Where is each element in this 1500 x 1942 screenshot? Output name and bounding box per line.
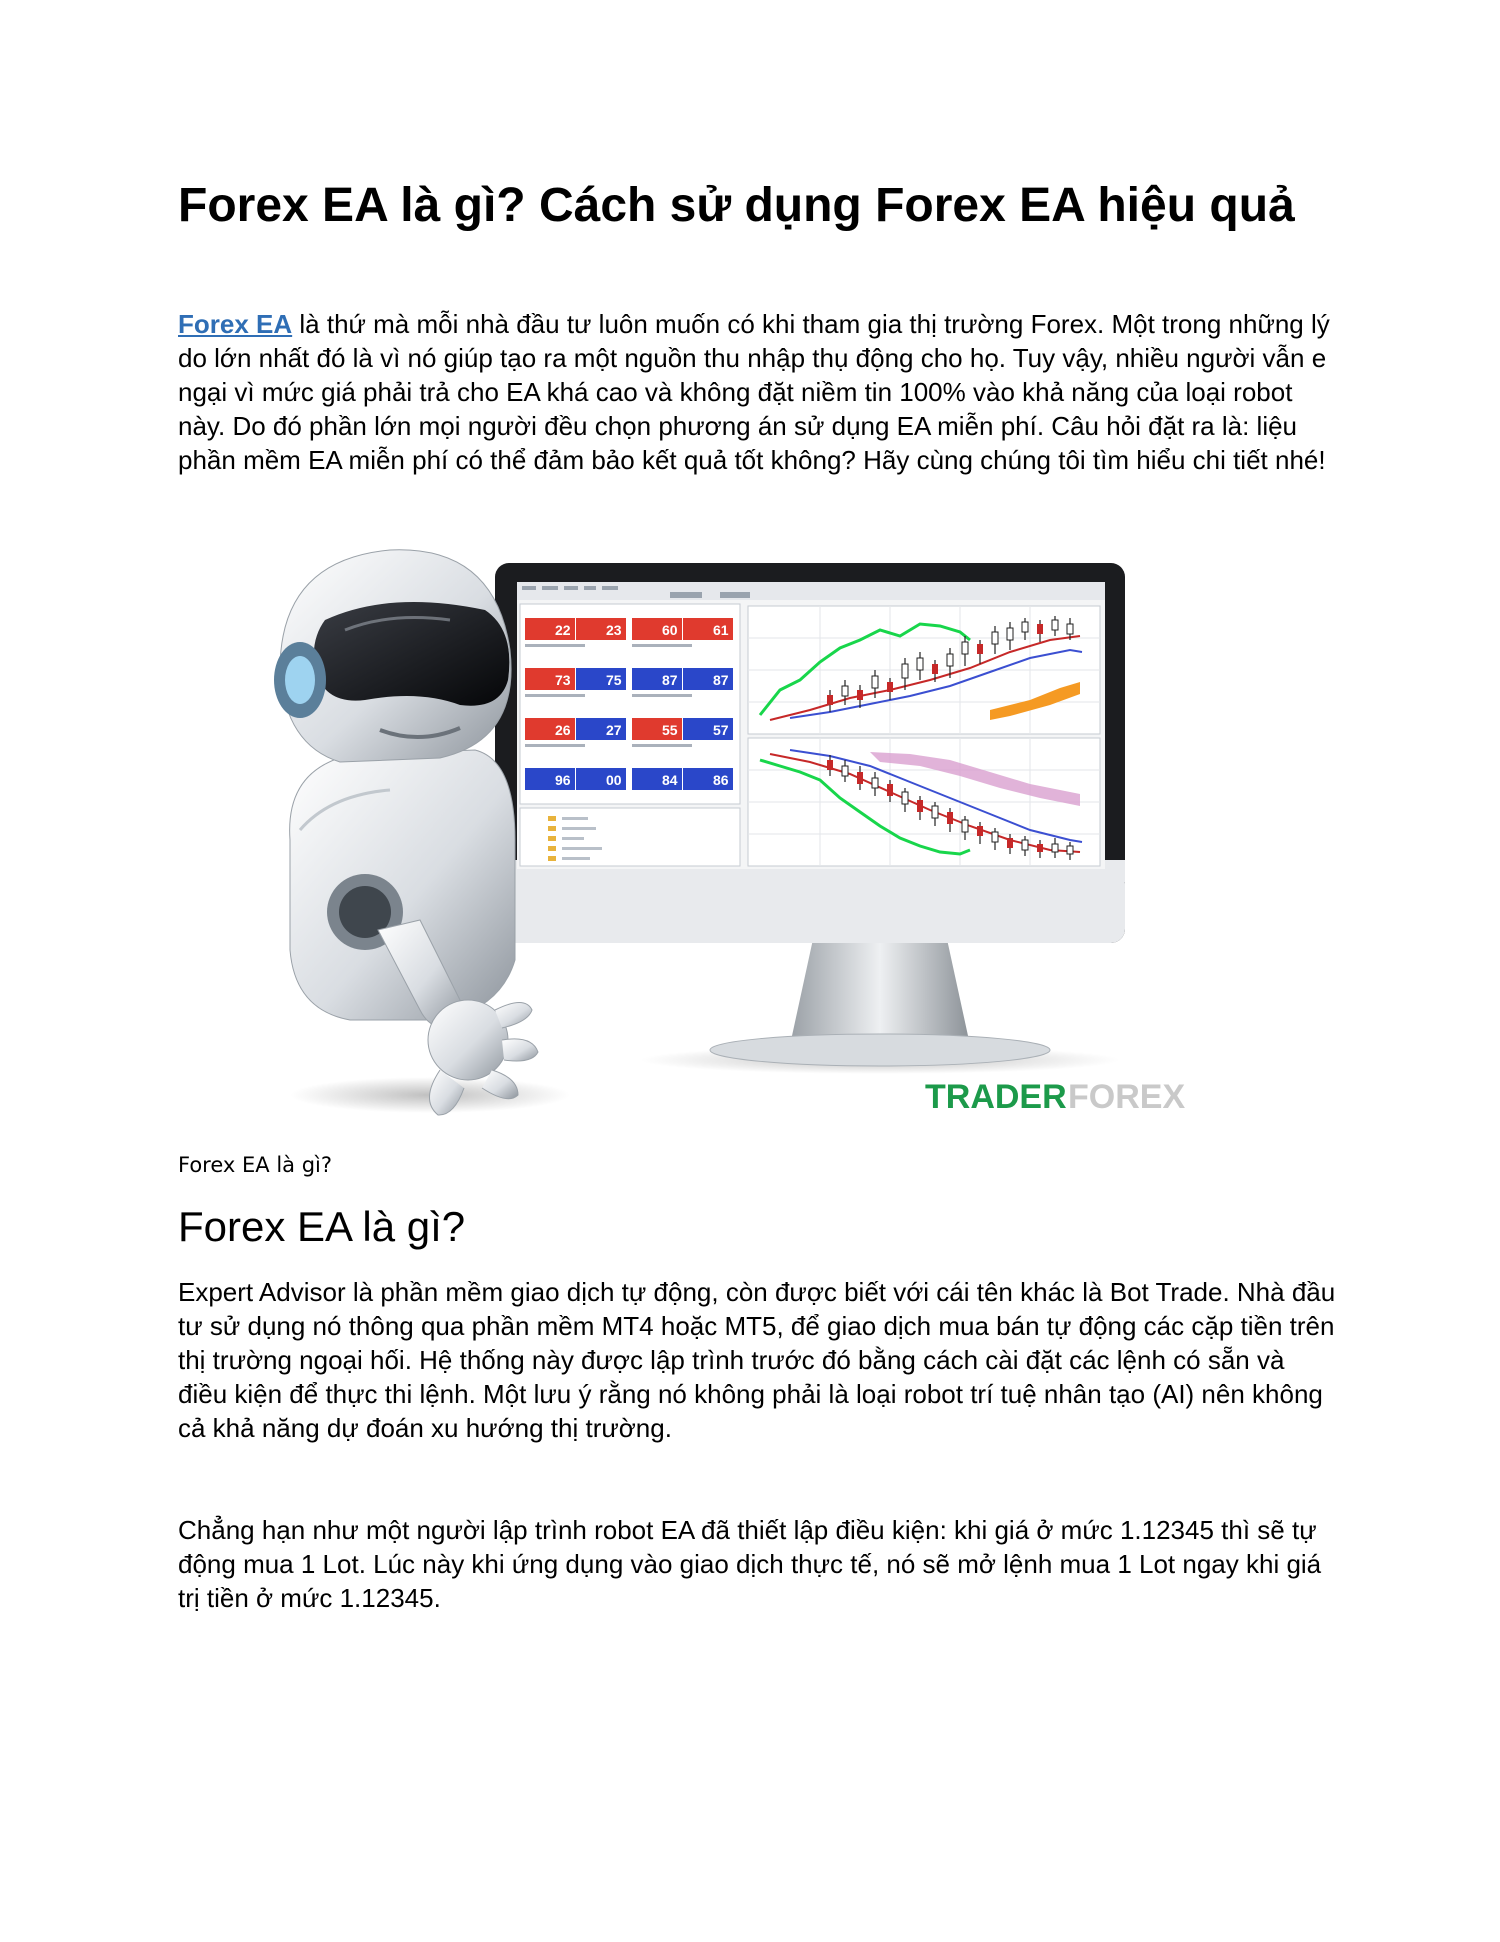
intro-text: là thứ mà mỗi nhà đầu tư luôn muốn có khi tham gia thị trường Forex. Một trong những lý do lớn nhất đó là vì nó giúp tạo ra một nguồn thu nhập thụ động cho họ. Tuy vậy, nhiều người vẫn e ngại vì mức giá phải trả cho EA khá cao và không đặt niềm tin 100% vào khả năng của loại robot này. Do đó phần lớn mọi người đều chọn phương án sử dụng EA miễn phí. Câu hỏi đặt ra là: liệu phần mềm EA miễn phí có thể đảm bảo kết quả tốt không? Hãy cùng chúng tôi tìm hiểu chi tiết nhé! xyxy=(178,309,1330,475)
quote-value: 26 xyxy=(555,722,571,738)
monitor xyxy=(495,563,1125,1074)
quote-value: 60 xyxy=(662,622,678,638)
quote-value: 00 xyxy=(606,772,622,788)
body-paragraph-2: Chẳng hạn như một người lập trình robot EA đã thiết lập điều kiện: khi giá ở mức 1.12345 thì sẽ tự động mua 1 Lot. Lúc này khi ứng dụng vào giao dịch thực tế, nó sẽ mở lệnh mua 1 Lot ngay khi giá trị tiền ở mức 1.12345. xyxy=(178,1515,1322,1613)
logo-trader: TRADER xyxy=(925,1078,1067,1116)
quote-value: 87 xyxy=(662,672,678,688)
quote-value: 55 xyxy=(662,722,678,738)
quote-value: 61 xyxy=(713,622,729,638)
logo-forex: FOREX xyxy=(1068,1078,1186,1116)
figure-caption: Forex EA là gì? xyxy=(178,1153,333,1177)
quote-value: 27 xyxy=(606,722,622,738)
forex-ea-link[interactable]: Forex EA xyxy=(178,309,293,339)
quote-value: 84 xyxy=(662,772,678,788)
traderforex-logo xyxy=(925,1078,1185,1116)
quote-value: 75 xyxy=(606,672,622,688)
quote-value: 23 xyxy=(606,622,622,638)
section-heading: Forex EA là gì? xyxy=(178,1203,466,1250)
body-paragraph-1: Expert Advisor là phần mềm giao dịch tự động, còn được biết với cái tên khác là Bot Trade. Nhà đầu tư sử dụng nó thông qua phần mềm MT4 hoặc MT5, để giao dịch mua bán tự động các cặp tiền trên thị trường ngoại hối. Hệ thống này được lập trình trước đó bằng cách cài đặt các lệnh có sẵn và điều kiện để thực thi lệnh. Một lưu ý rằng nó không phải là loại robot trí tuệ nhân tạo (AI) nên không cả khả năng dự đoán xu hướng thị trường. xyxy=(178,1277,1336,1443)
quote-value: 57 xyxy=(713,722,729,738)
quote-value: 87 xyxy=(713,672,729,688)
intro-paragraph xyxy=(178,307,1338,477)
quote-value: 86 xyxy=(713,772,729,788)
quote-value: 22 xyxy=(555,622,571,638)
article-title: Forex EA là gì? Cách sử dụng Forex EA hiệu quả xyxy=(178,179,1295,232)
forex-robot-illustration xyxy=(270,540,1255,1140)
quote-value: 73 xyxy=(555,672,571,688)
quote-value: 96 xyxy=(555,772,571,788)
